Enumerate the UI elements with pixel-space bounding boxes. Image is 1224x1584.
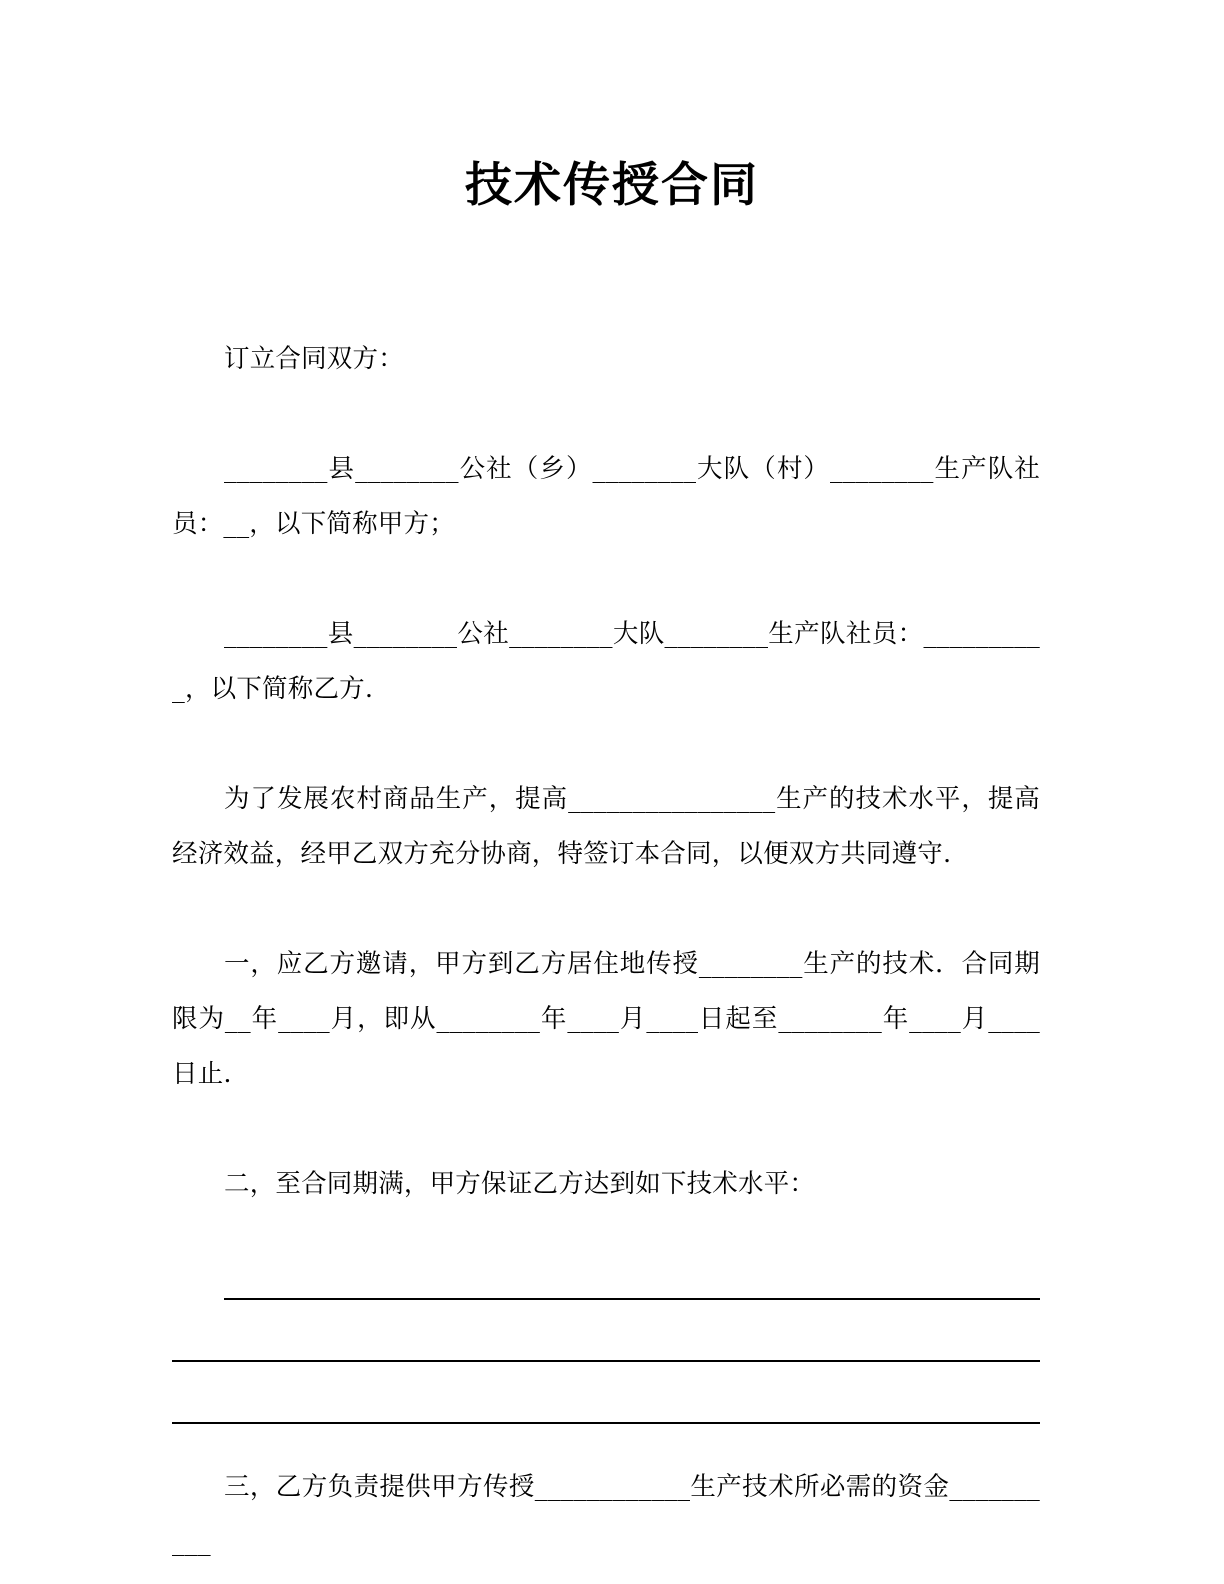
paragraph-spacer (172, 717, 1040, 772)
blank-line-row (172, 1362, 1040, 1424)
blank-line-row (172, 1300, 1040, 1362)
paragraph-spacer (172, 387, 1040, 442)
paragraph-clause-1: 一，应乙方邀请，甲方到乙方居住地传授________生产的技术．合同期限为__年____月，即从________年____月____日起至________年____月____日止. (172, 949, 1040, 1089)
blank-line-row (172, 1238, 1040, 1300)
paragraph-party-b: ________县________公社________大队________生产队社员：__________，以下简称乙方. (172, 619, 1040, 704)
blank-line-3[interactable] (172, 1422, 1040, 1424)
document-body (172, 332, 1040, 1570)
paragraph-spacer (172, 1102, 1040, 1157)
paragraph-spacer (172, 552, 1040, 607)
paragraph-clause-2: 二，至合同期满，甲方保证乙方达到如下技术水平： (224, 1169, 816, 1199)
paragraph-spacer (172, 882, 1040, 937)
paragraph-preamble: 为了发展农村商品生产，提高________________生产的技术水平，提高经济效益，经甲乙双方充分协商，特签订本合同，以便双方共同遵守. (172, 784, 1040, 869)
paragraph-clause-3: 三，乙方负责提供甲方传授____________生产技术所必需的资金__________ (172, 1472, 1040, 1557)
paragraph-spacer (172, 1424, 1040, 1460)
paragraph-parties-heading: 订立合同双方： (224, 344, 404, 374)
blank-rule-lines (172, 1238, 1040, 1424)
page-title: 技术传授合同 (465, 158, 759, 212)
paragraph-party-a: ________县________公社（乡）________大队（村）________生产队社员：__，以下简称甲方； (172, 454, 1040, 539)
